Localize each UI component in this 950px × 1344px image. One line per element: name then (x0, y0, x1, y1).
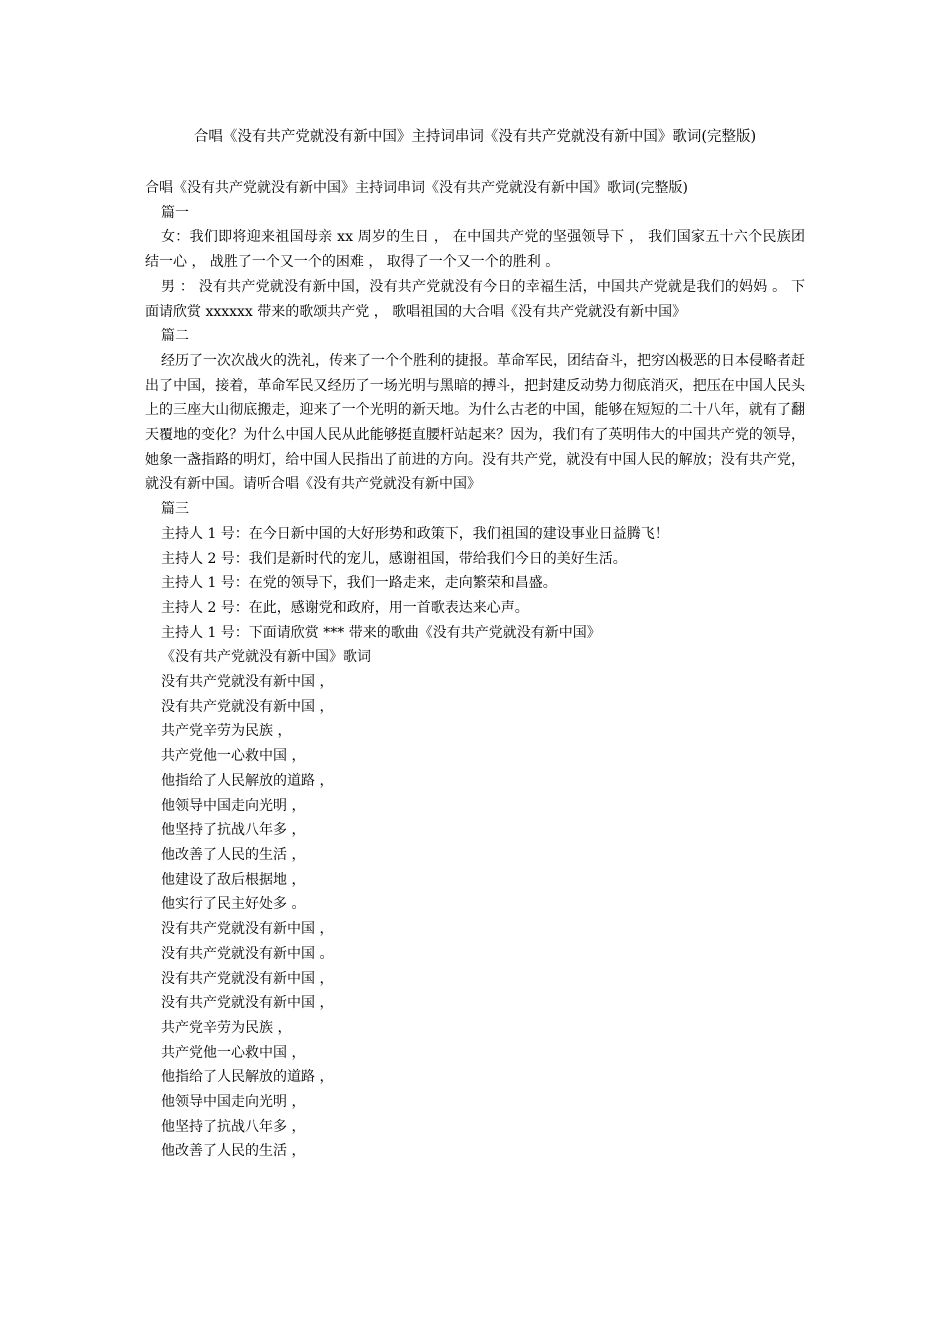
paragraph: 男 ： 没有共产党就没有新中国，没有共产党就没有今日的幸福生活，中国共产党就是我们的妈妈 。 下面请欣赏 xxxxxx 带来的歌颂共产党 ， 歌唱祖国的大合唱《没有共产党就没有新中国》 (145, 278, 805, 320)
host-line: 主持人 1 号：在今日新中国的大好形势和政策下，我们祖国的建设事业日益腾飞！ (161, 525, 669, 542)
document-body (145, 176, 805, 1164)
lyric-line: 共产党辛劳为民族 ， (161, 723, 292, 740)
paragraph: 女：我们即将迎来祖国母亲 xx 周岁的生日 ， 在中国共产党的坚强领导下 ， 我们国家五十六个民族团结一心 ， 战胜了一个又一个的困难 ， 取得了一个又一个的胜利 。 (145, 229, 805, 271)
document-heading: 合唱《没有共产党就没有新中国》主持词串词《没有共产党就没有新中国》歌词(完整版) (145, 180, 688, 196)
lyric-line: 没有共产党就没有新中国 ， (161, 970, 334, 987)
section-label: 篇二 (161, 328, 189, 345)
lyric-line: 他改善了人民的生活 ， (161, 1143, 306, 1160)
lyric-line: 没有共产党就没有新中国 。 (161, 945, 334, 962)
lyric-line: 他坚持了抗战八年多 ， (161, 1118, 306, 1135)
lyric-line: 没有共产党就没有新中国 ， (161, 698, 334, 715)
lyric-line: 没有共产党就没有新中国 ， (161, 921, 334, 938)
host-line: 主持人 1 号：下面请欣赏 *** 带来的歌曲《没有共产党就没有新中国》 (161, 624, 601, 641)
lyric-line: 共产党他一心救中国 ， (161, 1044, 306, 1061)
lyric-line: 他改善了人民的生活 ， (161, 846, 306, 863)
lyrics-title: 《没有共产党就没有新中国》歌词 (161, 649, 371, 666)
lyric-line: 他实行了民主好处多 。 (161, 896, 306, 913)
lyric-line: 他指给了人民解放的道路 ， (161, 772, 334, 789)
lyric-line: 他坚持了抗战八年多 ， (161, 822, 306, 839)
lyric-line: 没有共产党就没有新中国 ， (161, 674, 334, 691)
lyric-line: 共产党他一心救中国 ， (161, 748, 306, 765)
lyric-line: 共产党辛劳为民族 ， (161, 1019, 292, 1036)
host-line: 主持人 2 号：我们是新时代的宠儿，感谢祖国，带给我们今日的美好生活。 (161, 550, 627, 567)
page-title: 合唱《没有共产党就没有新中国》主持词串词《没有共产党就没有新中国》歌词(完整版) (193, 129, 757, 145)
paragraph: 经历了一次次战火的洗礼，传来了一个个胜利的捷报。革命军民，团结奋斗，把穷凶极恶的日本侵略者赶出了中国，接着，革命军民又经历了一场光明与黑暗的搏斗，把封建反动势力彻底消灭，把压在中国人民头上的三座大山彻底搬走，迎来了一个光明的新天地。为什么古老的中国，能够在短短的二十八年，就有了翻天覆地的变化？为什么中国人民从此能够挺直腰杆站起来？因为，我们有了英明伟大的中国共产党的领导，她象一盏指路的明灯，给中国人民指出了前进的方向。没有共产党，就没有中国人民的解放；没有共产党，就没有新中国。请听合唱《没有共产党就没有新中国》 (145, 352, 805, 493)
lyric-line: 他领导中国走向光明 ， (161, 797, 306, 814)
host-line: 主持人 2 号：在此，感谢党和政府，用一首歌表达来心声。 (161, 599, 529, 616)
section-label: 篇三 (161, 501, 189, 518)
lyric-line: 他建设了敌后根据地 ， (161, 871, 306, 888)
lyric-line: 他领导中国走向光明 ， (161, 1094, 306, 1111)
section-label: 篇一 (161, 204, 189, 221)
host-line: 主持人 1 号：在党的领导下，我们一路走来，走向繁荣和昌盛。 (161, 575, 557, 592)
lyric-line: 没有共产党就没有新中国 ， (161, 995, 334, 1012)
lyric-line: 他指给了人民解放的道路 ， (161, 1069, 334, 1086)
